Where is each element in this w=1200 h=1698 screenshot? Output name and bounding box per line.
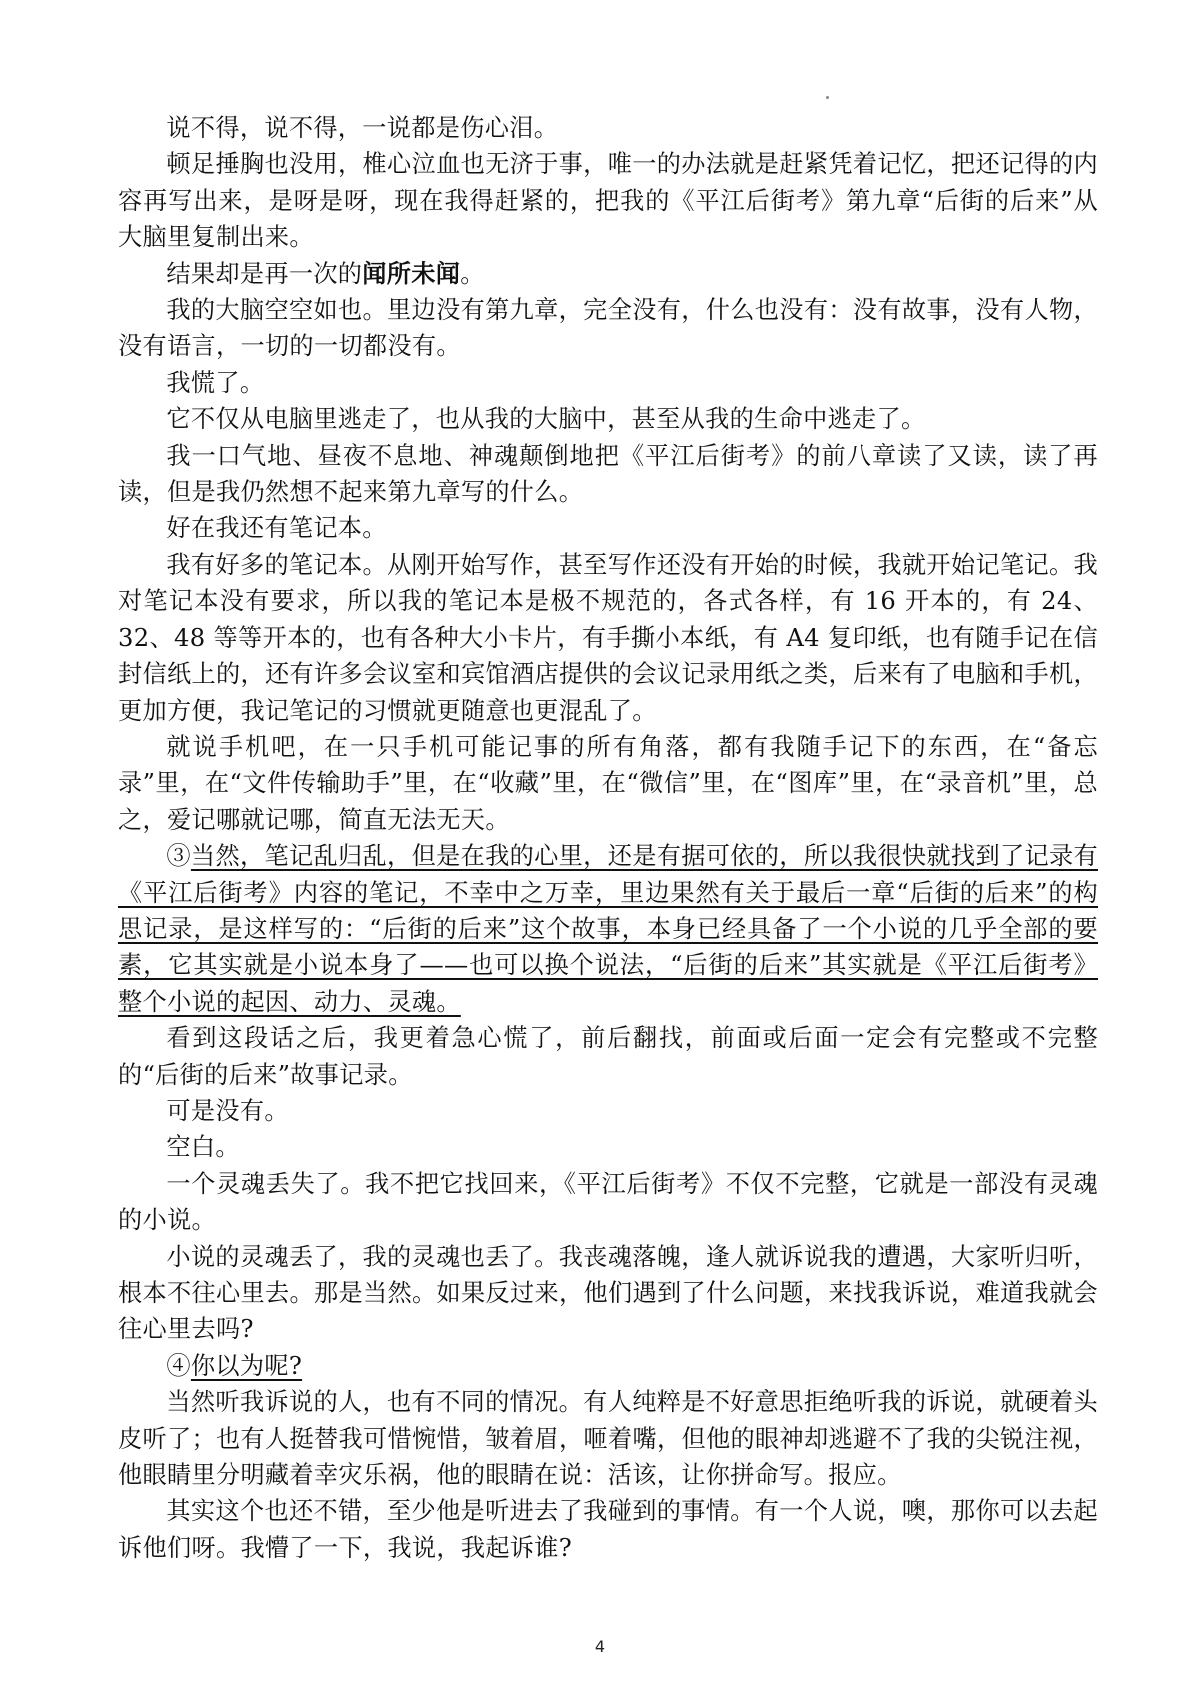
paragraph: 一个灵魂丢失了。我不把它找回来，《平江后街考》不仅不完整，它就是一部没有灵魂的小说。 [118,1169,1098,1235]
stray-mark [826,96,829,99]
paragraph: 就说手机吧，在一只手机可能记事的所有角落，都有我随手记下的东西，在“备忘录”里，在“文件传输助手”里，在“收藏”里，在“微信”里，在“图库”里，在“录音机”里，总之，爱记哪就记哪，简直无法无天。 [118,732,1098,834]
paragraph: 小说的灵魂丢了，我的灵魂也丢了。我丧魂落魄，逢人就诉说我的遭遇，大家听归听，根本不往心里去。那是当然。如果反过来，他们遇到了什么问题，来找我诉说，难道我就会往心里去吗? [118,1242,1098,1344]
question-marker: ③ [166,842,191,871]
paragraph [118,256,1098,292]
underlined-passage: 你以为呢? [190,1351,303,1380]
paragraph [118,838,1098,1020]
paragraph: 看到这段话之后，我更着急心慌了，前后翻找，前面或后面一定会有完整或不完整的“后街的后来”故事记录。 [118,1024,1098,1089]
paragraph-text: 。 [460,259,485,288]
body-text [118,110,1098,1566]
paragraph: 说不得，说不得，一说都是伤心泪。 [166,114,559,142]
paragraph: 好在我还有笔记本。 [166,514,387,543]
bold-phrase: 闻所未闻 [362,258,461,288]
paragraph: 可是没有。 [166,1096,289,1125]
paragraph [118,1348,1098,1384]
page-number: 4 [594,1637,606,1656]
paragraph: 我慌了。 [166,368,265,397]
paragraph: 我有好多的笔记本。从刚开始写作，甚至写作还没有开始的时候，我就开始记笔记。我对笔记本没有要求，所以我的笔记本是极不规范的，各式各样，有 16 开本的，有 24、32、48 等等开本的，也有各种大小卡片，有手撕小本纸，有 A4 复印纸，也有随手记在信封信纸上的，还有许多会议室和宾馆酒店提供的会议记录用纸之类，后来有了电脑和手机，更加方便，我记笔记的习惯就更随意也更混乱了。 [118,550,1098,725]
paragraph: 它不仅从电脑里逃走了，也从我的大脑中，甚至从我的生命中逃走了。 [166,405,926,434]
paragraph: 空白。 [166,1133,240,1162]
question-marker: ④ [166,1351,191,1380]
paragraph: 我一口气地、昼夜不息地、神魂颠倒地把《平江后街考》的前八章读了又读，读了再读，但是我仍然想不起来第九章写的什么。 [118,441,1098,507]
underlined-passage: 当然，笔记乱归乱，但是在我的心里，还是有据可依的，所以我很快就找到了记录有《平江后街考》内容的笔记，不幸中之万幸，里边果然有关于最后一章“后街的后来”的构思记录，是这样写的：“后街的后来”这个故事，本身已经具备了一个小说的几乎全部的要素，它其实就是小说本身了——也可以换个说法，“后街的后来”其实就是《平江后街考》整个小说的起因、动力、灵魂。 [118,842,1098,1016]
paragraph: 其实这个也还不错，至少他是听进去了我碰到的事情。有一个人说，噢，那你可以去起诉他们呀。我懵了一下，我说，我起诉谁? [118,1497,1098,1562]
paragraph-text: 结果却是再一次的 [166,259,363,288]
paragraph: 当然听我诉说的人，也有不同的情况。有人纯粹是不好意思拒绝听我的诉说，就硬着头皮听了；也有人挺替我可惜惋惜，皱着眉，咂着嘴，但他的眼神却逃避不了我的尖锐注视，他眼睛里分明藏着幸灾乐祸，他的眼睛在说：活该，让你拼命写。报应。 [118,1388,1098,1490]
paragraph: 顿足捶胸也没用，椎心泣血也无济于事，唯一的办法就是赶紧凭着记忆，把还记得的内容再写出来，是呀是呀，现在我得赶紧的，把我的《平江后街考》第九章“后街的后来”从大脑里复制出来。 [118,150,1098,252]
paragraph: 我的大脑空空如也。里边没有第九章，完全没有，什么也没有：没有故事，没有人物，没有语言，一切的一切都没有。 [118,296,1098,361]
